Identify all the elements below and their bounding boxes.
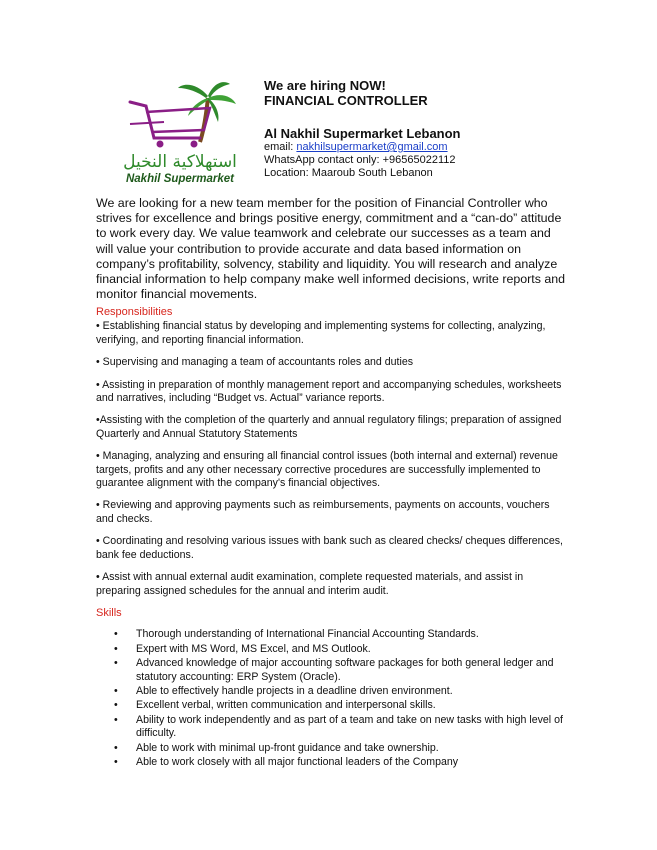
bullet-icon: • [114, 642, 118, 655]
company-logo [120, 78, 240, 190]
logo-arabic-text: استهلاكية النخيل [123, 152, 237, 172]
skills-list [96, 628, 566, 769]
responsibility-item: • Assist with annual external audit examination, complete requested materials, and assist in preparing assigned schedules for the annual and interim audit. [96, 571, 524, 597]
whatsapp-contact: WhatsApp contact only: +96565022112 [264, 154, 456, 166]
responsibility-item: • Supervising and managing a team of accountants roles and duties [96, 356, 414, 369]
skill-text: Able to effectively handle projects in a deadline driven environment. [136, 684, 453, 697]
responsibility-item: • Assisting in preparation of monthly management report and accompanying schedules, worksheets and narratives, including “Budget vs. Actual” variance reports. [96, 378, 562, 405]
skill-text: Able to work closely with all major functional leaders of the Company [136, 755, 459, 768]
bullet-icon: • [114, 628, 118, 641]
email-label: email: [264, 141, 297, 153]
skill-item [96, 643, 566, 656]
responsibility-item: • Reviewing and approving payments such as reimbursements, payments on accounts, vouchers and checks. [96, 499, 550, 525]
skill-text: Ability to work independently and as part of a team and take on new tasks with high level of difficulty. [136, 713, 563, 740]
responsibilities-title: Responsibilities [96, 306, 173, 318]
location: Location: Maaroub South Lebanon [264, 167, 433, 179]
email-line [264, 141, 624, 154]
skill-item [96, 699, 566, 712]
hiring-headline: We are hiring NOW! [264, 78, 386, 93]
skill-text: Excellent verbal, written communication and interpersonal skills. [136, 699, 436, 712]
job-header [264, 78, 624, 180]
responsibility-item: • Managing, analyzing and ensuring all financial control issues (both internal and external) revenue targets, profits and any other necessary corrective procedures are successfully implemented to guarantee alignment with the company's financial objectives. [96, 450, 558, 490]
skill-text: Able to work with minimal up-front guidance and take ownership. [136, 741, 439, 754]
job-details [96, 306, 566, 770]
intro-paragraph: We are looking for a new team member for the position of Financial Controller who strives for excellence and brings positive energy, commitment and a “can-do” attitude to work every day. We value teamwork and celebrate our successes as a team and will value your contribution to provide accurate and data based information on company’s profitability, solvency, stability and liquidity. You will research and analyze financial information to help company make well informed decisions, write reports and monitor financial movements. [96, 196, 566, 302]
responsibility-item: • Establishing financial status by developing and implementing systems for collecting, analyzing, verifying, and reporting financial information. [96, 320, 546, 346]
skill-item [96, 756, 566, 769]
company-name: Al Nakhil Supermarket Lebanon [264, 126, 461, 141]
skill-item [96, 742, 566, 755]
skill-item [96, 685, 566, 698]
skill-item [96, 628, 566, 641]
email-link[interactable]: nakhilsupermarket@gmail.com [296, 141, 448, 153]
responsibility-item: • Coordinating and resolving various issues with bank such as cleared checks/ cheques differences, bank fee deductions. [96, 535, 563, 561]
bullet-icon: • [114, 699, 118, 712]
bullet-icon: • [114, 657, 118, 670]
bullet-icon: • [114, 755, 118, 768]
bullet-icon: • [114, 741, 118, 754]
bullet-icon: • [114, 713, 118, 726]
responsibility-item: •Assisting with the completion of the quarterly and annual regulatory filings; preparation of assigned Quarterly and Annual Statutory Statements [96, 414, 562, 440]
skill-text: Thorough understanding of International Financial Accounting Standards. [136, 628, 479, 641]
skill-item [96, 657, 566, 684]
skill-text: Expert with MS Word, MS Excel, and MS Outlook. [136, 642, 371, 655]
logo-english-text: Nakhil Supermarket [125, 173, 234, 185]
bullet-icon: • [114, 684, 118, 697]
skill-item [96, 714, 566, 741]
skills-title: Skills [96, 606, 122, 619]
skill-text: Advanced knowledge of major accounting software packages for both general ledger and statutory accounting: ERP System (Oracle). [136, 657, 554, 683]
position-title: FINANCIAL CONTROLLER [264, 93, 428, 108]
